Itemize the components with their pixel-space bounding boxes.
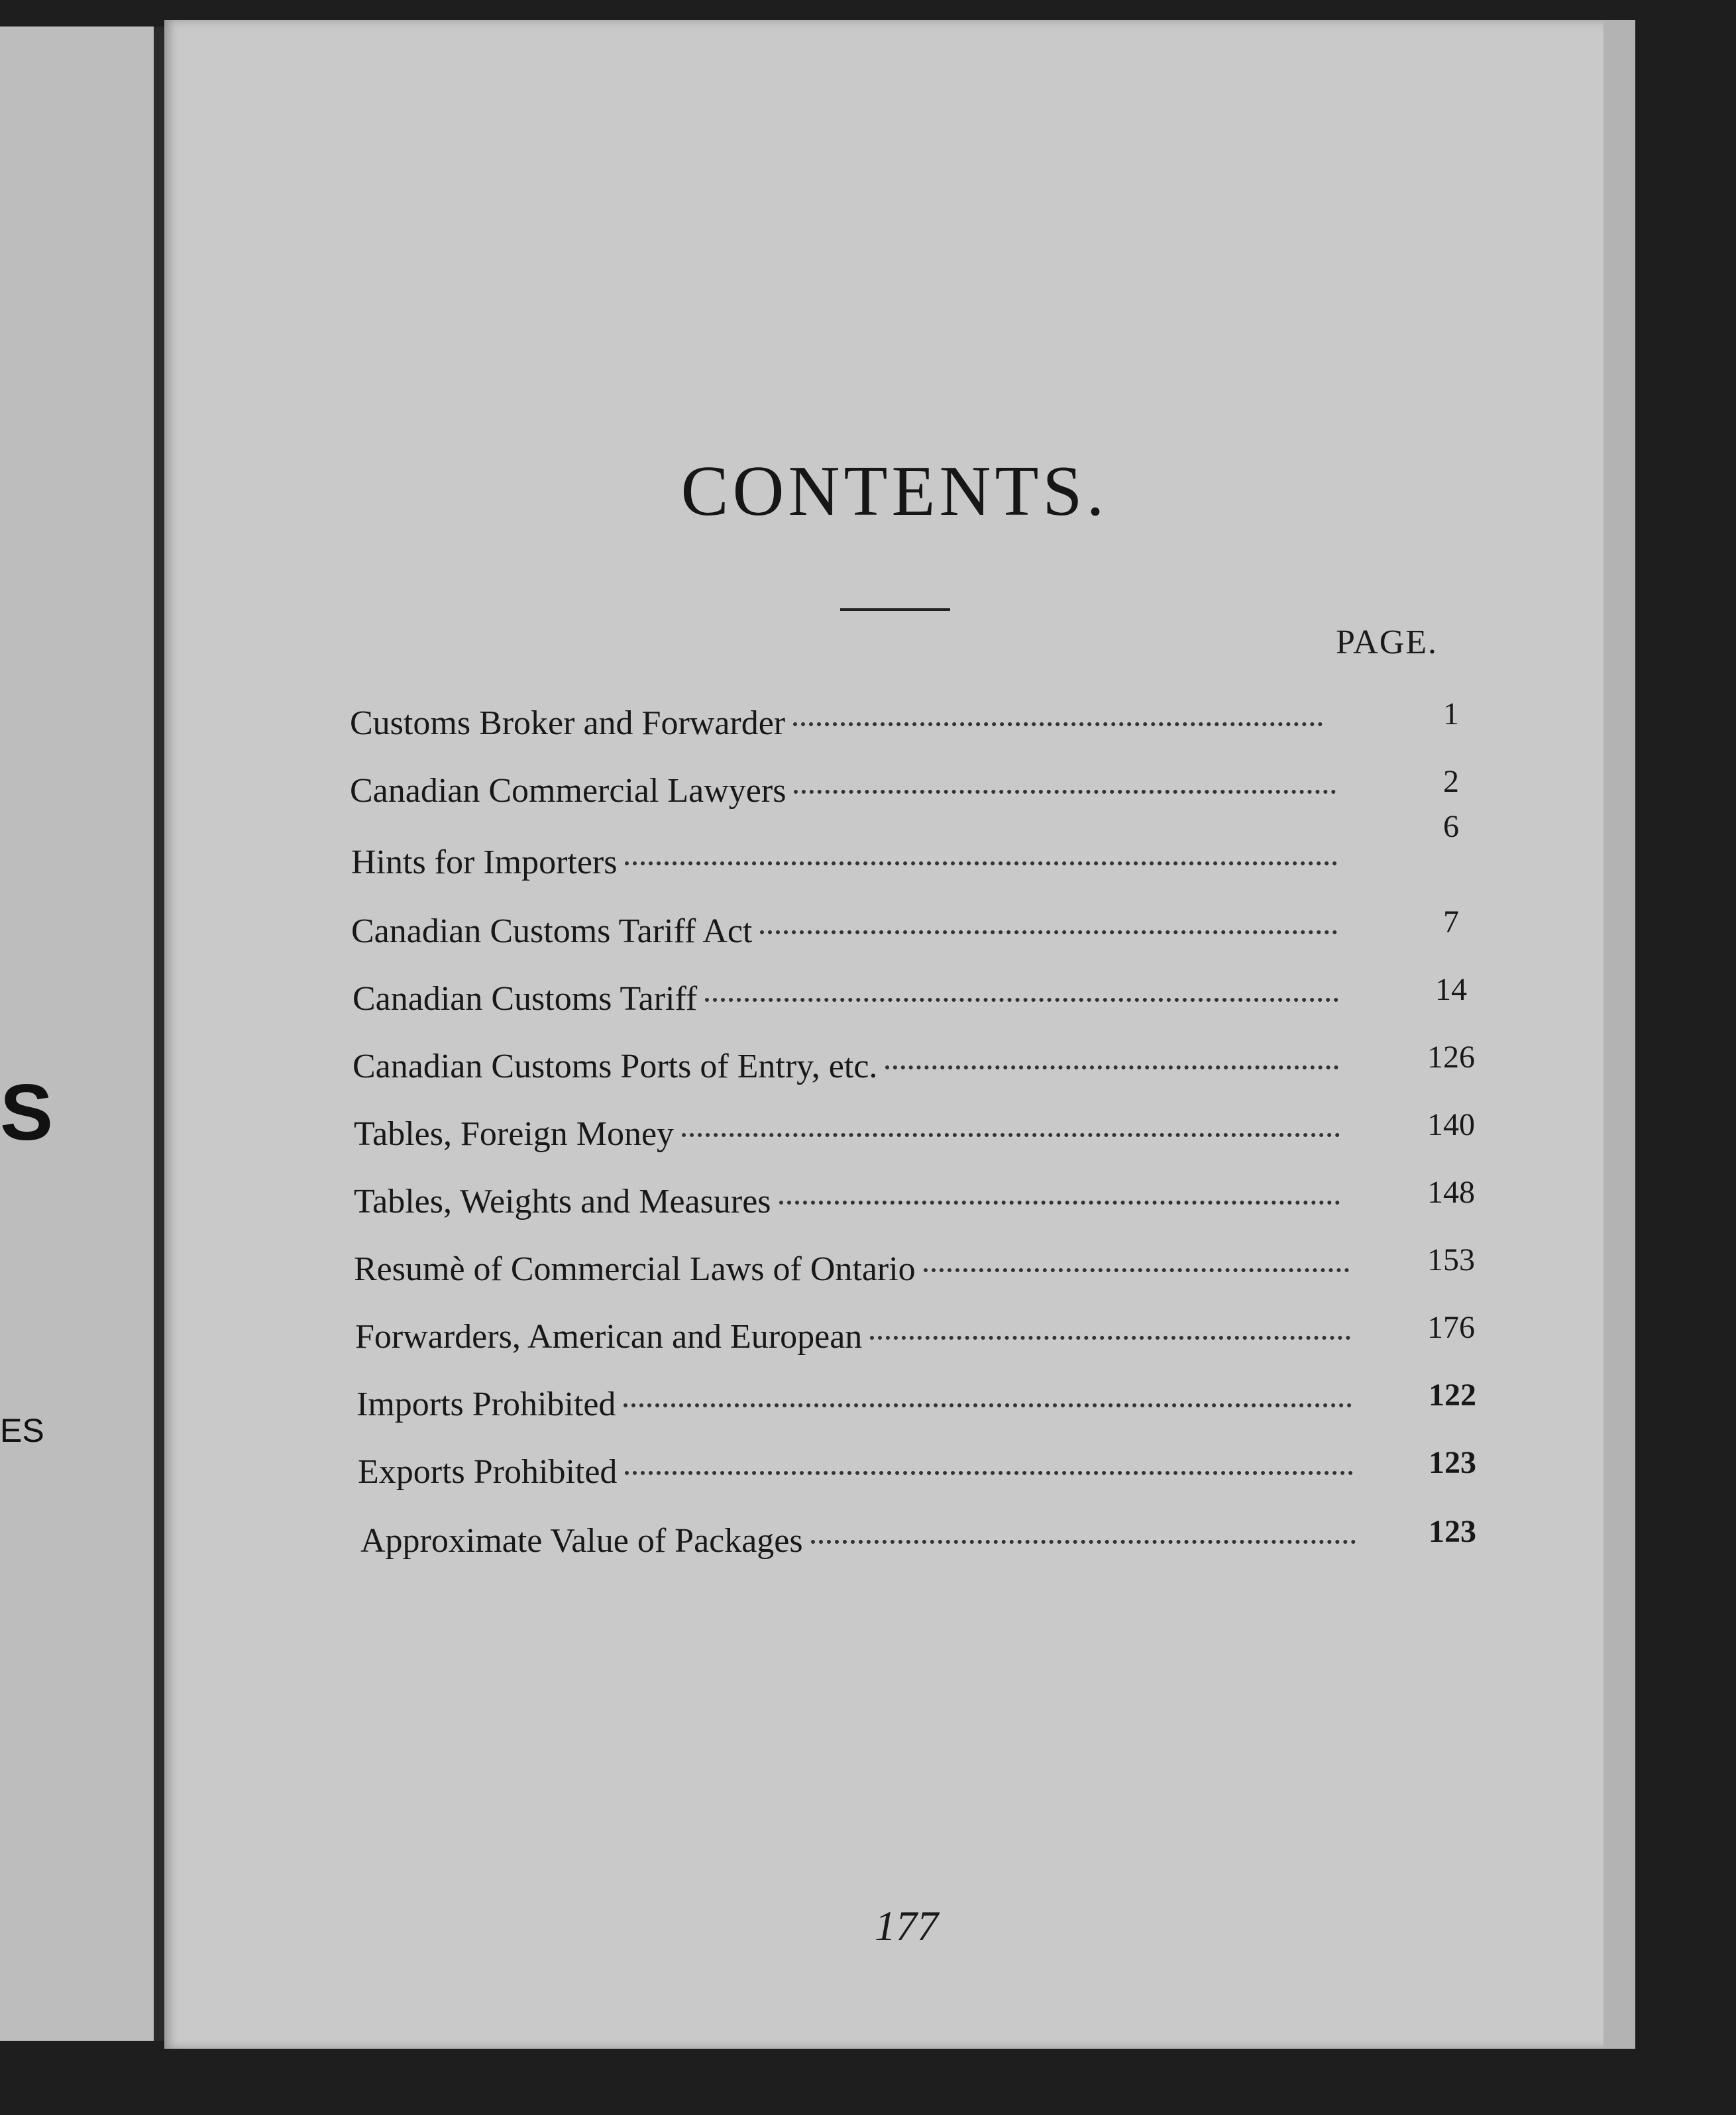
dot-leader (924, 1234, 1349, 1272)
page-number: 177 (875, 1902, 938, 1949)
toc-entry-page: 176 (1427, 1310, 1475, 1345)
toc-entry (354, 1107, 1475, 1153)
toc-entry (353, 1039, 1475, 1085)
dot-leader (811, 1505, 1356, 1544)
toc-entry-label: Hints for Importers (351, 843, 618, 881)
toc-entry-label: Canadian Customs Ports of Entry, etc. (353, 1048, 878, 1085)
toc-entry (350, 696, 1459, 742)
toc-entry-label: Canadian Customs Tariff (353, 980, 698, 1018)
toc-entry-page: 126 (1427, 1040, 1475, 1075)
toc-entry-label: Forwarders, American and European (355, 1318, 863, 1356)
page-column-label: PAGE. (1336, 624, 1438, 661)
toc-entry (358, 1444, 1476, 1491)
toc-entry-page: 6 (1443, 809, 1459, 844)
dot-leader (794, 755, 1336, 794)
toc-entry-page: 153 (1427, 1242, 1475, 1277)
toc-entry-label: Exports Prohibited (358, 1453, 618, 1491)
toc-entry-label: Tables, Foreign Money (354, 1115, 675, 1153)
toc-entry-label: Canadian Commercial Lawyers (350, 772, 787, 810)
toc-entry (354, 1174, 1475, 1220)
dot-leader (885, 1031, 1338, 1069)
toc-entry-label: Imports Prohibited (356, 1385, 616, 1423)
toc-entry-page: 7 (1443, 904, 1459, 940)
toc-entry-page: 140 (1427, 1107, 1475, 1142)
dot-leader (779, 1166, 1340, 1205)
toc-entry (355, 1309, 1475, 1356)
toc-entry (360, 1513, 1476, 1560)
toc-entry-page: 14 (1435, 972, 1467, 1007)
dot-leader (760, 896, 1337, 934)
toc-entry-label: Resumè of Commercial Laws of Ontario (354, 1250, 916, 1288)
dot-leader (870, 1301, 1350, 1340)
dot-leader (793, 688, 1323, 726)
dot-leader (682, 1099, 1340, 1137)
toc-entry-page: 122 (1429, 1378, 1476, 1413)
toc-entry (351, 809, 1459, 881)
left-page (0, 27, 166, 2041)
left-page-fragment-s: S (0, 1068, 54, 1157)
toc-entry-page: 123 (1429, 1514, 1476, 1549)
toc-entry-page: 1 (1443, 696, 1459, 732)
toc-entry-label: Approximate Value of Packages (360, 1522, 803, 1560)
toc-entry (353, 971, 1467, 1018)
title-rule (840, 608, 950, 611)
page-edge (1603, 20, 1635, 2049)
book-spine (154, 27, 164, 2041)
dot-leader (705, 963, 1338, 1002)
toc-entry-label: Tables, Weights and Measures (354, 1183, 771, 1220)
toc-entry (356, 1377, 1476, 1423)
toc-entry-label: Canadian Customs Tariff Act (351, 912, 753, 950)
toc-entry-label: Customs Broker and Forwarder (350, 704, 786, 742)
toc-entry-page: 2 (1443, 764, 1459, 799)
toc-entry-page: 148 (1427, 1175, 1475, 1210)
dot-leader (625, 827, 1337, 865)
dot-leader (624, 1369, 1352, 1407)
toc-entry-page: 123 (1429, 1445, 1476, 1480)
toc-entry (351, 904, 1459, 950)
toc-entry (354, 1242, 1475, 1288)
page-title: CONTENTS. (680, 452, 1109, 531)
left-page-fragment-es: ES (0, 1412, 44, 1449)
toc-entry (350, 763, 1459, 810)
dot-leader (625, 1437, 1353, 1475)
